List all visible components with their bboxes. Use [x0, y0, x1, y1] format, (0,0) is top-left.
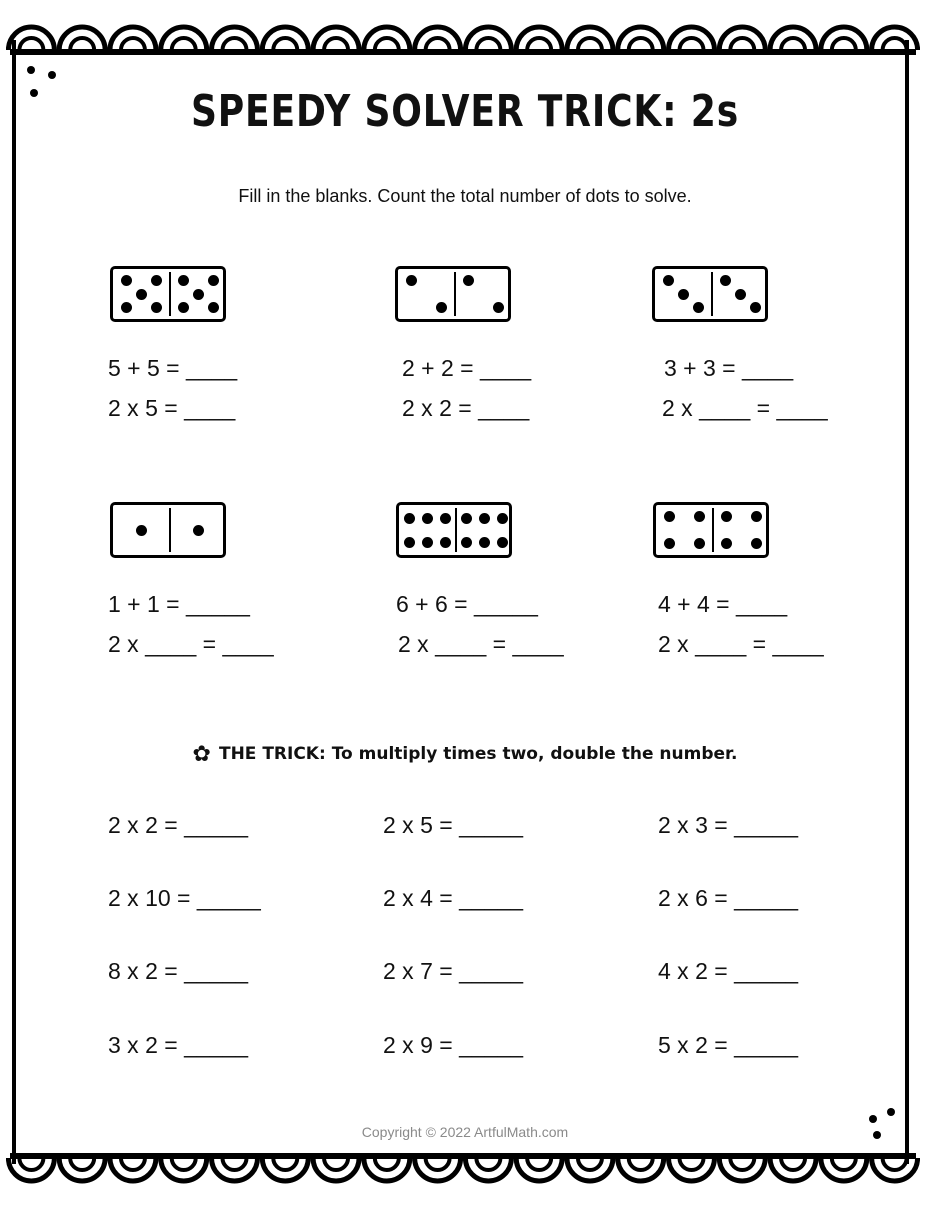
domino-pip [694, 511, 705, 522]
domino-pip [208, 302, 219, 313]
decorative-dot [887, 1108, 895, 1116]
domino-multiplication[interactable]: 2 x ____ = ____ [658, 631, 824, 657]
practice-problem[interactable]: 3 x 2 = _____ [108, 1032, 249, 1058]
domino-pip [751, 511, 762, 522]
domino-pip [208, 275, 219, 286]
domino-addition[interactable]: 4 + 4 = ____ [658, 591, 788, 617]
worksheet-title: SPEEDY SOLVER TRICK: 2s [190, 86, 740, 137]
domino-pip [136, 525, 147, 536]
decorative-dot [869, 1115, 877, 1123]
domino-addition[interactable]: 2 + 2 = ____ [402, 355, 532, 381]
domino-pip [151, 275, 162, 286]
domino-tile [652, 266, 768, 322]
scallop-arc [324, 1158, 348, 1170]
domino-pip [678, 289, 689, 300]
domino-pip [721, 538, 732, 549]
scallop-arc [476, 38, 500, 50]
domino-pip [750, 302, 761, 313]
domino-tile [396, 502, 512, 558]
top-scallop-border [6, 0, 920, 62]
practice-problem[interactable]: 5 x 2 = _____ [658, 1032, 799, 1058]
domino-pip [404, 513, 415, 524]
copyright-notice: Copyright © 2022 ArtfulMath.com [361, 1124, 569, 1140]
scallop-arc [375, 1158, 399, 1170]
domino-pip [440, 513, 451, 524]
practice-problem[interactable]: 2 x 4 = _____ [383, 885, 524, 911]
scallop-arc [832, 1158, 856, 1170]
domino-pip [193, 289, 204, 300]
scallop-arc [223, 38, 247, 50]
practice-problem[interactable]: 2 x 2 = _____ [108, 812, 249, 838]
instructions-text: Fill in the blanks. Count the total number of dots to solve. [238, 186, 692, 206]
scallop-arc [781, 38, 805, 50]
practice-problem[interactable]: 2 x 6 = _____ [658, 885, 799, 911]
domino-multiplication[interactable]: 2 x ____ = ____ [662, 395, 828, 421]
domino-pip [121, 302, 132, 313]
domino-pip [479, 513, 490, 524]
domino-divider [455, 508, 457, 552]
bottom-scallop-border [6, 1146, 920, 1208]
domino-pip [479, 537, 490, 548]
scallop-arc [883, 1158, 907, 1170]
flower-icon: ✿ [192, 742, 211, 767]
domino-tile [653, 502, 769, 558]
domino-pip [193, 525, 204, 536]
scallop-arc [273, 38, 297, 50]
domino-pip [497, 537, 508, 548]
decorative-dot [48, 71, 56, 79]
domino-pip [461, 537, 472, 548]
scallop-arc [629, 1158, 653, 1170]
domino-pip [693, 302, 704, 313]
domino-pip [663, 275, 674, 286]
scallop-arc [578, 38, 602, 50]
scallop-arc [680, 1158, 704, 1170]
scallop-arc [527, 38, 551, 50]
domino-divider [454, 272, 456, 316]
domino-tile [395, 266, 511, 322]
scallop-arc [375, 38, 399, 50]
trick-line [0, 742, 930, 767]
scallop-arc [324, 38, 348, 50]
scallop-arc [172, 38, 196, 50]
domino-multiplication[interactable]: 2 x 5 = ____ [108, 395, 236, 421]
domino-pip [136, 289, 147, 300]
trick-text: THE TRICK: To multiply times two, double the number. [218, 744, 738, 764]
scallop-arc [121, 1158, 145, 1170]
domino-multiplication[interactable]: 2 x ____ = ____ [398, 631, 564, 657]
domino-pip [664, 538, 675, 549]
scallop-arc [19, 1158, 43, 1170]
scallop-arc [578, 1158, 602, 1170]
practice-problem[interactable]: 8 x 2 = _____ [108, 958, 249, 984]
domino-pip [404, 537, 415, 548]
scallop-arc [527, 1158, 551, 1170]
scallop-arc [223, 1158, 247, 1170]
scallop-arc [121, 38, 145, 50]
scallop-arc [832, 38, 856, 50]
practice-problem[interactable]: 2 x 7 = _____ [383, 958, 524, 984]
domino-pip [121, 275, 132, 286]
domino-pip [497, 513, 508, 524]
practice-problem[interactable]: 2 x 3 = _____ [658, 812, 799, 838]
domino-multiplication[interactable]: 2 x ____ = ____ [108, 631, 274, 657]
domino-pip [406, 275, 417, 286]
scallop-arc [70, 1158, 94, 1170]
decorative-dot [30, 89, 38, 97]
domino-pip [440, 537, 451, 548]
domino-pip [422, 537, 433, 548]
domino-pip [493, 302, 504, 313]
domino-pip [751, 538, 762, 549]
decorative-dot [27, 66, 35, 74]
domino-pip [178, 302, 189, 313]
domino-addition[interactable]: 3 + 3 = ____ [664, 355, 794, 381]
practice-problem[interactable]: 4 x 2 = _____ [658, 958, 799, 984]
domino-pip [436, 302, 447, 313]
domino-divider [169, 508, 171, 552]
scallop-arc [70, 38, 94, 50]
domino-divider [712, 508, 714, 552]
domino-pip [461, 513, 472, 524]
domino-addition[interactable]: 5 + 5 = ____ [108, 355, 238, 381]
frame-right-border [905, 40, 909, 1164]
domino-pip [721, 511, 732, 522]
domino-pip [720, 275, 731, 286]
domino-tile [110, 502, 226, 558]
practice-problem[interactable]: 2 x 5 = _____ [383, 812, 524, 838]
practice-problem[interactable]: 2 x 9 = _____ [383, 1032, 524, 1058]
scallop-arc [426, 38, 450, 50]
domino-pip [422, 513, 433, 524]
domino-pip [463, 275, 474, 286]
scallop-arc [730, 38, 754, 50]
domino-addition[interactable]: 6 + 6 = _____ [396, 591, 538, 617]
frame-left-border [12, 40, 16, 1164]
domino-pip [151, 302, 162, 313]
domino-divider [711, 272, 713, 316]
domino-pip [694, 538, 705, 549]
domino-multiplication[interactable]: 2 x 2 = ____ [402, 395, 530, 421]
domino-pip [735, 289, 746, 300]
scallop-arc [629, 38, 653, 50]
scallop-arc [426, 1158, 450, 1170]
scallop-arc [273, 1158, 297, 1170]
domino-pip [178, 275, 189, 286]
scallop-arc [730, 1158, 754, 1170]
domino-tile [110, 266, 226, 322]
domino-pip [664, 511, 675, 522]
scallop-arc [680, 38, 704, 50]
scallop-arc [476, 1158, 500, 1170]
domino-divider [169, 272, 171, 316]
scallop-arc [19, 38, 43, 50]
scallop-arc [781, 1158, 805, 1170]
domino-addition[interactable]: 1 + 1 = _____ [108, 591, 250, 617]
scallop-arc [883, 38, 907, 50]
scallop-arc [172, 1158, 196, 1170]
practice-problem[interactable]: 2 x 10 = _____ [108, 885, 261, 911]
